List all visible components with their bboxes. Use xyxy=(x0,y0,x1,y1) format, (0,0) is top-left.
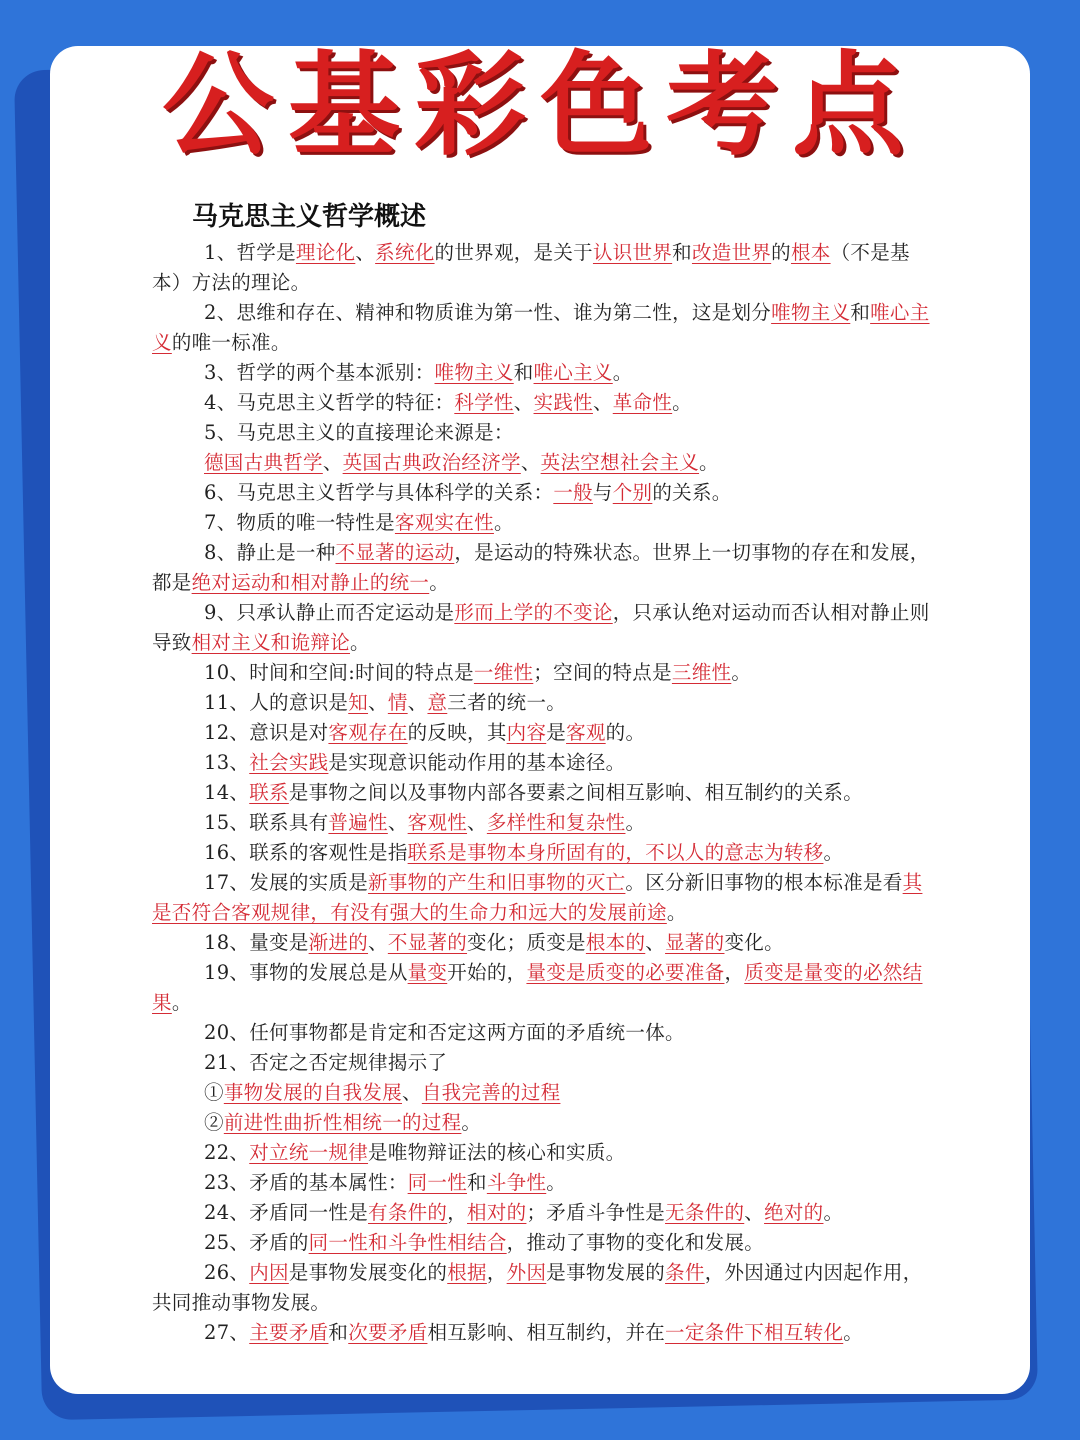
note-text: 相互影响、相互制约，并在 xyxy=(427,1321,666,1344)
note-text: 、 xyxy=(368,691,388,714)
note-text: 13、 xyxy=(204,751,250,774)
key-term: 普遍性 xyxy=(328,811,388,834)
note-text: 的关系。 xyxy=(652,481,732,504)
banner-title: 公基彩色考点 xyxy=(162,41,918,171)
note-text: 7、物质的唯一特性是 xyxy=(204,511,395,534)
note-text: ， xyxy=(447,1201,468,1224)
note-text: 是事物发展的 xyxy=(546,1261,666,1284)
key-term: 不显著的 xyxy=(387,931,468,954)
note-text: 15、联系具有 xyxy=(204,811,329,834)
key-term: 改造世界 xyxy=(691,241,772,264)
note-text: 的唯一标准。 xyxy=(171,331,291,354)
key-term: 实践性 xyxy=(533,391,593,414)
key-term: 英国古典政治经济学 xyxy=(342,451,521,474)
key-term: 内容 xyxy=(506,721,547,744)
key-term: 一般 xyxy=(553,481,593,504)
key-term: 三维性 xyxy=(671,661,732,684)
key-term: 同一性 xyxy=(407,1171,468,1194)
note-text: 、 xyxy=(744,1201,765,1224)
key-term: 内因 xyxy=(249,1261,289,1284)
key-term: 根本的 xyxy=(585,931,646,954)
note-text: 17、发展的实质是 xyxy=(204,871,369,894)
key-term: 社会实践 xyxy=(249,751,329,774)
note-paragraph xyxy=(152,1138,932,1168)
note-text: 变化；质变是 xyxy=(467,931,586,954)
note-text: ；矛盾斗争性是 xyxy=(526,1201,666,1224)
note-paragraph xyxy=(152,538,932,598)
note-text: 16、联系的客观性是指 xyxy=(204,841,408,864)
note-paragraph xyxy=(152,1258,932,1318)
note-text: 。 xyxy=(625,811,646,834)
note-text: 和 xyxy=(672,241,692,264)
note-text: 的世界观，是关于 xyxy=(434,241,593,264)
key-term: 认识世界 xyxy=(592,241,673,264)
note-paragraph xyxy=(152,1198,932,1228)
note-text: 。 xyxy=(493,511,514,534)
key-term: 自我完善的过程 xyxy=(421,1081,561,1104)
note-paragraph xyxy=(152,838,932,868)
note-paragraph xyxy=(152,1018,932,1048)
note-paragraph xyxy=(152,358,932,388)
note-text: 的 xyxy=(771,241,791,264)
note-text: 。 xyxy=(429,571,450,594)
note-paragraph xyxy=(152,928,932,958)
notes-body xyxy=(152,238,932,1348)
note-text: 是事物发展变化的 xyxy=(288,1261,448,1284)
note-text: 。 xyxy=(843,1321,864,1344)
key-term: 前进性曲折性相统一的过程 xyxy=(223,1111,462,1134)
note-text: 。 xyxy=(461,1111,482,1134)
note-text: 三者的统一。 xyxy=(447,691,567,714)
note-text: 5、马克思主义的直接理论来源是： xyxy=(204,421,514,444)
key-term: 事物发展的自我发展 xyxy=(223,1081,403,1104)
key-term: 绝对运动和相对静止的统一 xyxy=(191,571,430,594)
note-text: 10、时间和空间:时间的特点是 xyxy=(204,661,474,684)
note-text: 。 xyxy=(350,631,370,654)
key-term: 条件 xyxy=(665,1261,705,1284)
note-text: 。区分新旧事物的根本标准是看 xyxy=(625,871,903,894)
note-paragraph xyxy=(152,1318,932,1348)
key-term: 形而上学的不变论 xyxy=(454,601,613,624)
note-text: 是 xyxy=(546,721,567,744)
note-paragraph xyxy=(152,238,932,298)
key-term: 绝对的 xyxy=(764,1201,824,1224)
key-term: 唯心主义 xyxy=(152,301,930,354)
note-paragraph xyxy=(152,808,932,838)
note-text: 。 xyxy=(731,661,752,684)
key-term: 相对主义和诡辩论 xyxy=(191,631,351,654)
section-title: 马克思主义哲学概述 xyxy=(192,202,427,232)
note-paragraph xyxy=(152,958,932,1018)
note-text: ；空间的特点是 xyxy=(533,661,672,684)
key-term: 意 xyxy=(427,691,448,714)
key-term: 联系是事物本身所固有的，不以人的意志为转移 xyxy=(407,841,824,864)
note-text: 、 xyxy=(368,931,388,954)
note-text: 。 xyxy=(672,391,692,414)
key-term: 联系 xyxy=(249,781,289,804)
note-text: 和 xyxy=(328,1321,349,1344)
key-term: 理论化 xyxy=(295,241,356,264)
note-text: 19、事物的发展总是从 xyxy=(204,961,408,984)
key-term: 量变是质变的必要准备 xyxy=(526,961,725,984)
note-text: 22、 xyxy=(204,1141,250,1164)
note-text: 、 xyxy=(513,391,534,414)
note-paragraph xyxy=(152,748,932,778)
key-term: 客观存在 xyxy=(328,721,408,744)
note-text: 开始的， xyxy=(447,961,527,984)
note-text: 、 xyxy=(355,241,376,264)
key-term: 客观实在性 xyxy=(394,511,494,534)
note-text: 6、马克思主义哲学与具体科学的关系： xyxy=(204,481,554,504)
note-text: 26、 xyxy=(204,1261,250,1284)
note-text: 、 xyxy=(402,1081,422,1104)
note-text: ，是运动的特殊状态。世界上一切事物的存在和发展，都是 xyxy=(152,541,930,594)
note-text: ，只承认绝对运动而否认相对静止则导致 xyxy=(152,601,930,654)
note-text: 3、哲学的两个基本派别： xyxy=(204,361,435,384)
note-text: 14、 xyxy=(204,781,250,804)
key-term: 根本 xyxy=(790,241,831,264)
note-paragraph xyxy=(152,778,932,808)
key-term: 对立统一规律 xyxy=(249,1141,369,1164)
note-text: 和 xyxy=(467,1171,487,1194)
key-term: 一定条件下相互转化 xyxy=(665,1321,844,1344)
key-term: 新事物的产生和旧事物的灭亡 xyxy=(368,871,626,894)
key-term: 有条件的 xyxy=(368,1201,448,1224)
note-text: 24、矛盾同一性是 xyxy=(204,1201,369,1224)
note-text: 、 xyxy=(467,811,487,834)
note-text: 25、矛盾的 xyxy=(204,1231,309,1254)
note-text: ， xyxy=(724,961,745,984)
note-paragraph xyxy=(152,448,932,478)
note-text: 23、矛盾的基本属性： xyxy=(204,1171,408,1194)
note-paragraph xyxy=(152,298,932,358)
note-paragraph xyxy=(152,598,932,658)
note-paragraph xyxy=(152,658,932,688)
note-text: 27、 xyxy=(204,1321,250,1344)
note-paragraph xyxy=(152,1078,932,1108)
note-text: 的反映，其 xyxy=(407,721,507,744)
note-text: 与 xyxy=(592,481,613,504)
note-paragraph xyxy=(152,1168,932,1198)
key-term: 相对的 xyxy=(467,1201,527,1224)
note-paragraph xyxy=(152,1048,932,1078)
note-text: 是实现意识能动作用的基本途径。 xyxy=(328,751,626,774)
key-term: 唯心主义 xyxy=(533,361,613,384)
note-text: 和 xyxy=(513,361,534,384)
key-term: 科学性 xyxy=(454,391,514,414)
note-text: 8、静止是一种 xyxy=(204,541,336,564)
note-paragraph xyxy=(152,388,932,418)
note-text: 变化。 xyxy=(724,931,784,954)
note-text: ，外因通过内因起作用，共同推动事物发展。 xyxy=(152,1261,923,1314)
note-text: 4、马克思主义哲学的特征： xyxy=(204,391,455,414)
note-text: 是事物之间以及事物内部各要素之间相互影响、相互制约的关系。 xyxy=(288,781,864,804)
note-text: 21、否定之否定规律揭示了 xyxy=(204,1051,448,1074)
note-text: 、 xyxy=(592,391,613,414)
key-term: 外因 xyxy=(506,1261,547,1284)
key-term: 显著的 xyxy=(665,931,725,954)
key-term: 一维性 xyxy=(473,661,534,684)
key-term: 德国古典哲学 xyxy=(204,451,323,474)
note-text: 20、任何事物都是肯定和否定这两方面的矛盾统一体。 xyxy=(204,1021,685,1044)
note-text: 、 xyxy=(322,451,343,474)
key-term: 不显著的运动 xyxy=(335,541,455,564)
key-term: 知 xyxy=(348,691,369,714)
note-paragraph xyxy=(152,478,932,508)
note-text: 、 xyxy=(645,931,666,954)
key-term: 客观性 xyxy=(407,811,468,834)
note-text: 18、量变是 xyxy=(204,931,309,954)
note-text: 、 xyxy=(407,691,428,714)
note-text: 。 xyxy=(699,451,719,474)
note-text: 12、意识是对 xyxy=(204,721,329,744)
key-term: 根据 xyxy=(447,1261,487,1284)
key-term: 渐进的 xyxy=(308,931,369,954)
note-text: 、 xyxy=(520,451,541,474)
note-text: 1、哲学是 xyxy=(204,241,296,264)
key-term: 情 xyxy=(387,691,408,714)
note-paragraph xyxy=(152,868,932,928)
note-text: （不是基本）方法的理论。 xyxy=(152,241,910,294)
note-paragraph xyxy=(152,718,932,748)
note-text: 。 xyxy=(666,901,687,924)
note-text: 9、只承认静止而否定运动是 xyxy=(204,601,455,624)
key-term: 系统化 xyxy=(375,241,435,264)
key-term: 次要矛盾 xyxy=(348,1321,428,1344)
note-text: 的。 xyxy=(605,721,646,744)
note-text: 和 xyxy=(850,301,871,324)
note-text: 。 xyxy=(823,1201,844,1224)
key-term: 多样性和复杂性 xyxy=(486,811,626,834)
key-term: 英法空想社会主义 xyxy=(540,451,700,474)
note-text: 11、人的意识是 xyxy=(204,691,349,714)
key-term: 斗争性 xyxy=(486,1171,547,1194)
note-text: ① xyxy=(204,1081,224,1104)
note-paragraph xyxy=(152,1108,932,1138)
note-paragraph xyxy=(152,418,932,448)
note-text: ② xyxy=(204,1111,224,1134)
note-text: 是唯物辩证法的核心和实质。 xyxy=(368,1141,626,1164)
note-text: 。 xyxy=(612,361,633,384)
note-text: 2、思维和存在、精神和物质谁为第一性、谁为第二性，这是划分 xyxy=(204,301,772,324)
note-paragraph xyxy=(152,1228,932,1258)
note-text: 。 xyxy=(546,1171,567,1194)
key-term: 革命性 xyxy=(612,391,673,414)
key-term: 主要矛盾 xyxy=(249,1321,329,1344)
key-term: 其是否符合客观规律，有没有强大的生命力和远大的发展前途 xyxy=(152,871,923,924)
key-term: 无条件的 xyxy=(665,1201,745,1224)
key-term: 同一性和斗争性相结合 xyxy=(308,1231,507,1254)
key-term: 质变是量变的必然结果 xyxy=(152,961,923,1014)
key-term: 客观 xyxy=(566,721,606,744)
note-paragraph xyxy=(152,508,932,538)
key-term: 量变 xyxy=(407,961,448,984)
key-term: 唯物主义 xyxy=(434,361,514,384)
note-text: 。 xyxy=(823,841,844,864)
key-term: 唯物主义 xyxy=(771,301,851,324)
note-paragraph xyxy=(152,688,932,718)
note-text: ， xyxy=(486,1261,507,1284)
note-text: ，推动了事物的变化和发展。 xyxy=(506,1231,765,1254)
key-term: 个别 xyxy=(612,481,653,504)
note-text: 、 xyxy=(387,811,408,834)
note-text: 。 xyxy=(171,991,192,1014)
